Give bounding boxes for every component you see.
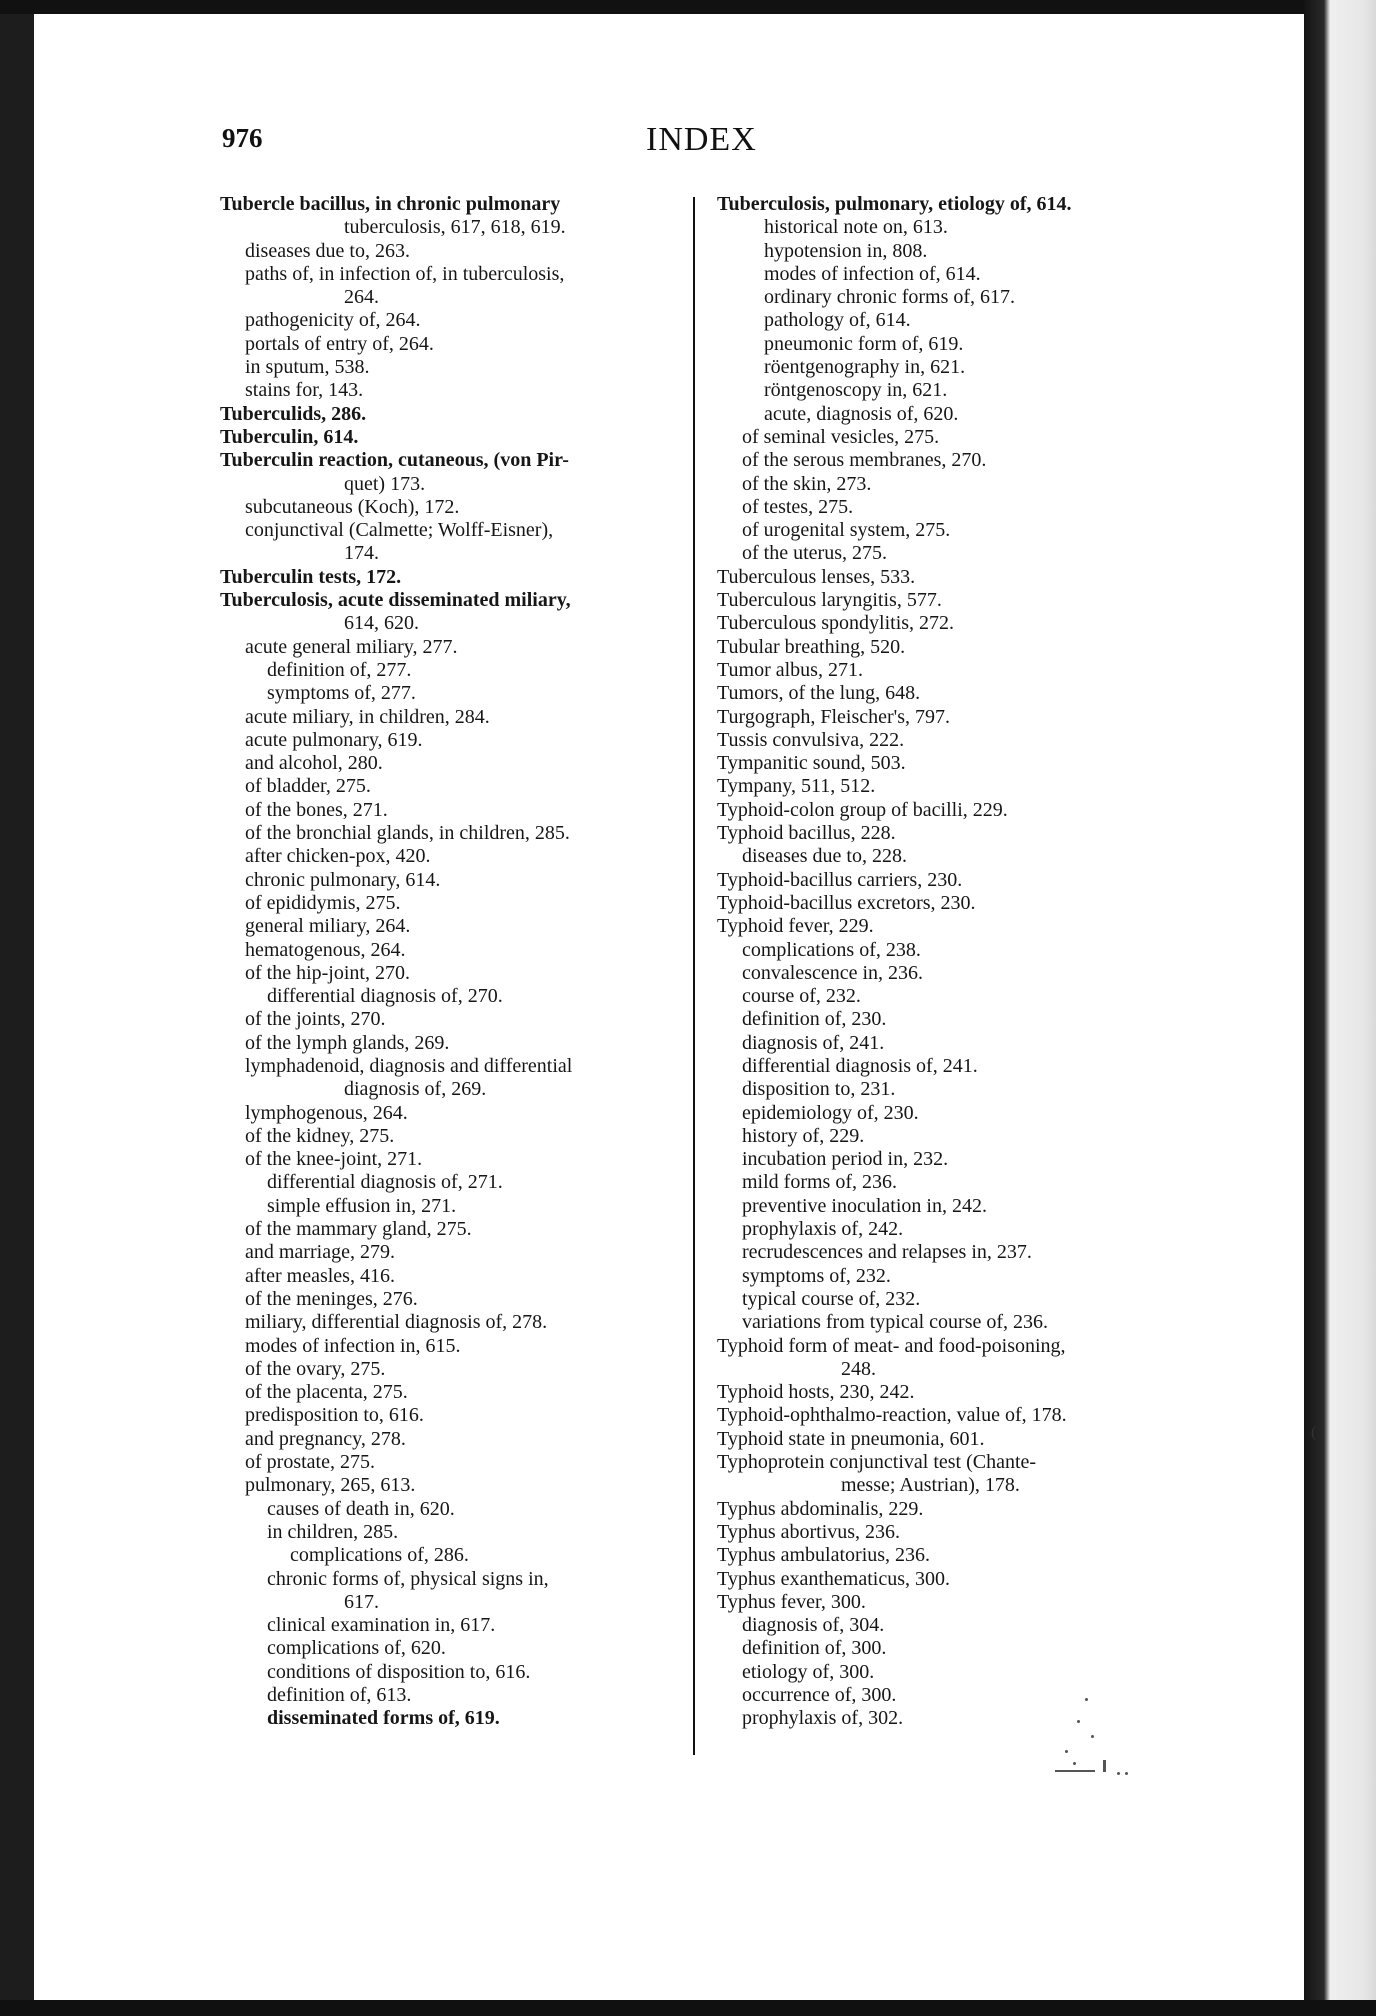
- index-heading: Tuberculosis, acute disseminated miliary,: [220, 589, 571, 612]
- index-column-left: [220, 193, 682, 1731]
- index-heading: Tuberculosis, pulmonary, etiology of, 614.: [717, 193, 1072, 215]
- index-subentry: prophylaxis of, 302.: [742, 1707, 904, 1730]
- index-heading: Typhoid form of meat- and food-poisoning,: [717, 1334, 1066, 1357]
- index-heading: Tussis convulsiva, 222.: [717, 728, 905, 751]
- index-entry-continuation: diagnosis of, 269.: [344, 1078, 487, 1101]
- index-subentry: of the bones, 271.: [245, 798, 388, 821]
- index-subentry: complications of, 286.: [290, 1544, 469, 1567]
- index-heading: Typhoid bacillus, 228.: [717, 822, 896, 845]
- index-entry-continuation: 614, 620.: [344, 612, 419, 635]
- index-subentry: preventive inoculation in, 242.: [742, 1194, 987, 1217]
- index-heading: Typhus abortivus, 236.: [717, 1520, 901, 1543]
- index-subentry: of the mammary gland, 275.: [245, 1218, 472, 1241]
- index-subentry: of epididymis, 275.: [245, 891, 401, 914]
- index-heading: Tumors, of the lung, 648.: [717, 682, 921, 705]
- index-subentry: differential diagnosis of, 271.: [267, 1171, 503, 1194]
- scan-bottom-border: [0, 2000, 1376, 2016]
- index-subentry: history of, 229.: [742, 1124, 865, 1147]
- index-heading: Tubercle bacillus, in chronic pulmonary: [220, 193, 561, 215]
- index-entry-continuation: messe; Austrian), 178.: [841, 1474, 1020, 1497]
- index-heading: Typhoid-bacillus carriers, 230.: [717, 868, 963, 891]
- index-subentry: symptoms of, 277.: [267, 682, 416, 705]
- index-subentry: modes of infection of, 614.: [764, 262, 981, 285]
- index-subentry: simple effusion in, 271.: [267, 1194, 457, 1217]
- index-subentry: hypotension in, 808.: [764, 239, 928, 262]
- index-subentry: definition of, 300.: [742, 1637, 887, 1660]
- index-subentry: acute general miliary, 277.: [245, 635, 458, 658]
- index-subentry: of the lymph glands, 269.: [245, 1031, 450, 1054]
- index-subentry: of the bronchial glands, in children, 285.: [245, 822, 570, 845]
- index-subentry: general miliary, 264.: [245, 915, 411, 938]
- index-subentry: prophylaxis of, 242.: [742, 1218, 904, 1241]
- index-subentry: epidemiology of, 230.: [742, 1101, 919, 1124]
- index-subentry: of urogenital system, 275.: [742, 519, 951, 542]
- index-subentry: of the skin, 273.: [742, 472, 872, 495]
- index-heading: Tubular breathing, 520.: [717, 635, 906, 658]
- index-subentry: conjunctival (Calmette; Wolff-Eisner),: [245, 519, 554, 542]
- index-subentry: after chicken-pox, 420.: [245, 845, 431, 868]
- index-heading: Tympany, 511, 512.: [717, 775, 876, 798]
- index-subentry: complications of, 620.: [267, 1637, 446, 1660]
- index-heading: Tuberculin tests, 172.: [220, 565, 402, 588]
- index-subentry: pulmonary, 265, 613.: [245, 1474, 416, 1497]
- index-entry-continuation: 264.: [344, 286, 379, 309]
- index-subentry: diagnosis of, 241.: [742, 1031, 885, 1054]
- index-subentry: of seminal vesicles, 275.: [742, 425, 940, 448]
- index-heading: Typhoid-ophthalmo-reaction, value of, 178.: [717, 1404, 1067, 1427]
- index-subentry: hematogenous, 264.: [245, 938, 406, 961]
- index-subentry: symptoms of, 232.: [742, 1264, 891, 1287]
- index-heading: Typhus ambulatorius, 236.: [717, 1544, 931, 1567]
- index-subentry: differential diagnosis of, 270.: [267, 985, 503, 1008]
- index-subentry: miliary, differential diagnosis of, 278.: [245, 1311, 548, 1334]
- index-subentry: conditions of disposition to, 616.: [267, 1660, 531, 1683]
- index-subentry: in sputum, 538.: [245, 356, 370, 379]
- index-subentry: pathogenicity of, 264.: [245, 309, 421, 332]
- index-subentry: and pregnancy, 278.: [245, 1427, 406, 1450]
- index-subentry: complications of, 238.: [742, 938, 921, 961]
- index-heading: Tympanitic sound, 503.: [717, 752, 906, 775]
- index-subentry: clinical examination in, 617.: [267, 1614, 496, 1637]
- index-subentry: röntgenoscopy in, 621.: [764, 379, 948, 402]
- scan-top-border: [0, 0, 1376, 14]
- index-heading: Typhoid-colon group of bacilli, 229.: [717, 798, 1008, 821]
- index-subentry: mild forms of, 236.: [742, 1171, 897, 1194]
- index-subentry: definition of, 230.: [742, 1008, 887, 1031]
- index-subentry: diseases due to, 228.: [742, 845, 907, 868]
- index-subentry: predisposition to, 616.: [245, 1404, 424, 1427]
- index-subentry: of bladder, 275.: [245, 775, 371, 798]
- index-heading: Typhoprotein conjunctival test (Chante-: [717, 1451, 1037, 1474]
- index-heading: Typhoid state in pneumonia, 601.: [717, 1427, 985, 1450]
- index-entry-continuation: tuberculosis, 617, 618, 619.: [344, 216, 566, 239]
- index-subentry: of the hip-joint, 270.: [245, 961, 410, 984]
- index-subentry: röentgenography in, 621.: [764, 356, 966, 379]
- index-heading: Tuberculous lenses, 533.: [717, 565, 916, 588]
- index-subentry: modes of infection in, 615.: [245, 1334, 461, 1357]
- index-subentry: recrudescences and relapses in, 237.: [742, 1241, 1032, 1264]
- index-subentry: historical note on, 613.: [764, 216, 948, 239]
- index-subentry: in children, 285.: [267, 1520, 399, 1543]
- index-entry-continuation: 617.: [344, 1590, 379, 1613]
- index-subentry: incubation period in, 232.: [742, 1148, 949, 1171]
- index-heading: Typhoid fever, 229.: [717, 915, 874, 938]
- index-heading: Typhoid hosts, 230, 242.: [717, 1381, 915, 1404]
- index-column-right: [717, 193, 1187, 1731]
- index-subentry: acute miliary, in children, 284.: [245, 705, 490, 728]
- index-subentry: diagnosis of, 304.: [742, 1614, 885, 1637]
- index-heading: Tuberculous laryngitis, 577.: [717, 589, 942, 612]
- index-subentry: subcutaneous (Koch), 172.: [245, 495, 460, 518]
- index-heading: Typhoid-bacillus excretors, 230.: [717, 891, 976, 914]
- index-heading: Typhus fever, 300.: [717, 1590, 866, 1613]
- index-entry-continuation: quet) 173.: [344, 472, 426, 495]
- index-subentry: pathology of, 614.: [764, 309, 911, 332]
- index-subentry: and alcohol, 280.: [245, 752, 383, 775]
- index-heading: Turgograph, Fleischer's, 797.: [717, 705, 951, 728]
- index-subentry: after measles, 416.: [245, 1264, 395, 1287]
- index-subentry: etiology of, 300.: [742, 1660, 875, 1683]
- index-subentry: chronic pulmonary, 614.: [245, 868, 441, 891]
- index-subentry: differential diagnosis of, 241.: [742, 1054, 978, 1077]
- index-heading: Tuberculin, 614.: [220, 425, 359, 448]
- index-subentry: variations from typical course of, 236.: [742, 1311, 1049, 1334]
- index-subentry: disseminated forms of, 619.: [267, 1707, 500, 1730]
- index-subentry: of the kidney, 275.: [245, 1124, 395, 1147]
- index-subentry: and marriage, 279.: [245, 1241, 395, 1264]
- index-entry-continuation: 248.: [841, 1357, 876, 1380]
- running-head-title: INDEX: [646, 121, 757, 158]
- index-heading: Typhus abdominalis, 229.: [717, 1497, 924, 1520]
- index-subentry: typical course of, 232.: [742, 1287, 921, 1310]
- scan-smudge: [1025, 1690, 1135, 1785]
- index-subentry: of the placenta, 275.: [245, 1381, 408, 1404]
- index-heading: Tumor albus, 271.: [717, 658, 863, 681]
- index-subentry: acute pulmonary, 619.: [245, 728, 423, 751]
- book-edge: [1304, 0, 1376, 2016]
- margin-mark: (: [1311, 1424, 1317, 1441]
- index-entry-continuation: 174.: [344, 542, 379, 565]
- index-subentry: of the joints, 270.: [245, 1008, 386, 1031]
- index-subentry: chronic forms of, physical signs in,: [267, 1567, 549, 1590]
- index-subentry: definition of, 277.: [267, 658, 412, 681]
- index-subentry: of the uterus, 275.: [742, 542, 887, 565]
- index-subentry: of the ovary, 275.: [245, 1357, 386, 1380]
- index-subentry: of the knee-joint, 271.: [245, 1148, 423, 1171]
- index-heading: Tuberculin reaction, cutaneous, (von Pir-: [220, 449, 569, 472]
- index-subentry: definition of, 613.: [267, 1684, 412, 1706]
- index-subentry: of testes, 275.: [742, 495, 854, 518]
- index-subentry: course of, 232.: [742, 985, 861, 1008]
- index-heading: Tuberculids, 286.: [220, 402, 367, 425]
- index-subentry: acute, diagnosis of, 620.: [764, 402, 959, 425]
- index-subentry: of the meninges, 276.: [245, 1287, 418, 1310]
- index-subentry: paths of, in infection of, in tuberculosis,: [245, 262, 565, 285]
- index-subentry: lymphadenoid, diagnosis and differential: [245, 1054, 573, 1077]
- index-subentry: convalescence in, 236.: [742, 961, 924, 984]
- index-subentry: stains for, 143.: [245, 379, 364, 402]
- index-subentry: diseases due to, 263.: [245, 239, 410, 262]
- index-subentry: of prostate, 275.: [245, 1451, 375, 1474]
- index-heading: Typhus exanthematicus, 300.: [717, 1567, 950, 1590]
- index-heading: Tuberculous spondylitis, 272.: [717, 612, 955, 635]
- index-subentry: portals of entry of, 264.: [245, 332, 434, 355]
- index-subentry: of the serous membranes, 270.: [742, 449, 987, 472]
- index-subentry: disposition to, 231.: [742, 1078, 896, 1101]
- column-divider: [693, 197, 695, 1755]
- index-subentry: pneumonic form of, 619.: [764, 332, 964, 355]
- page-number: 976: [222, 123, 263, 153]
- index-subentry: ordinary chronic forms of, 617.: [764, 286, 1016, 309]
- index-subentry: occurrence of, 300.: [742, 1684, 897, 1706]
- index-subentry: causes of death in, 620.: [267, 1497, 455, 1520]
- index-subentry: lymphogenous, 264.: [245, 1101, 408, 1124]
